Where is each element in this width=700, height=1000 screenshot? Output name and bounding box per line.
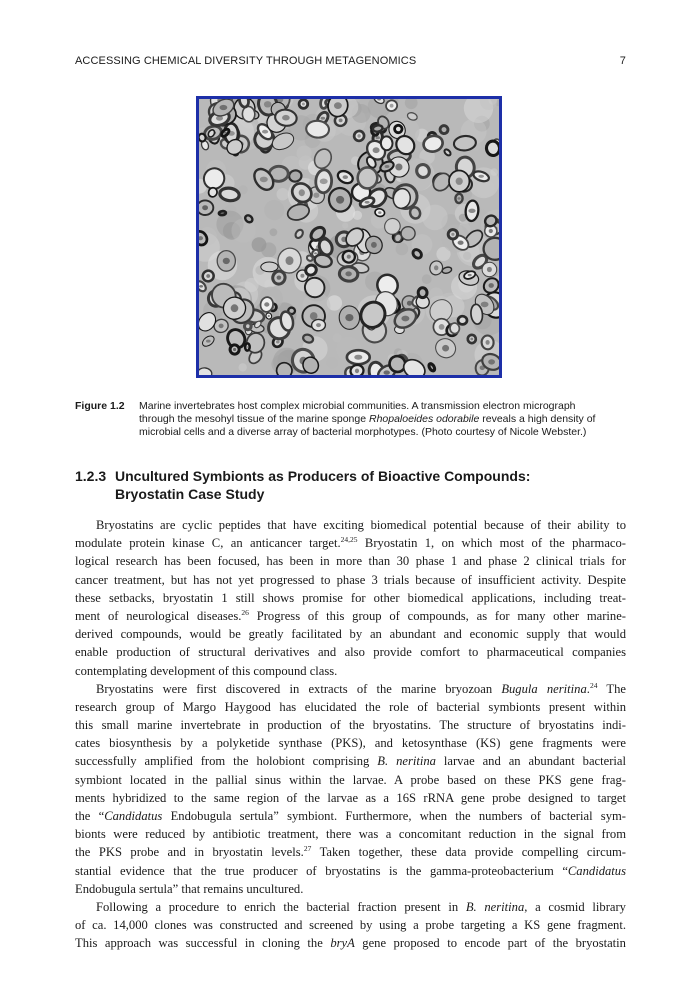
paragraph-line: stantial evidence that the true producer of bryostatins is the gamma-proteobacterium “Candidatus	[75, 863, 626, 878]
caption-line: microbial cells and a diverse array of bacterial morphotypes. (Photo courtesy of Nicole Webster.)	[139, 426, 587, 438]
paragraph-line: Bryostatins were first discovered in extracts of the marine bryozoan Bugula neritina.$^{24}$ The	[96, 680, 626, 696]
paragraph-line: this small marine invertebrate in production of the bryostatins. The structure of bryostatins indi-	[75, 718, 626, 733]
running-head-title: ACCESSING CHEMICAL DIVERSITY THROUGH METAGENOMICS	[75, 55, 417, 67]
paragraph-line: symbiont located in the pallial sinus within the larvae. A probe based on these PKS gene frag-	[75, 772, 626, 787]
paragraph-line: ments hybridized to the same region of the larvae as a 16S rRNA gene probe designed to target	[75, 790, 626, 805]
paragraph-line: the PKS probe and in bryostatin levels.$^{27}$ Taken together, these data provide compelling circum-	[75, 844, 626, 860]
paragraph	[75, 516, 626, 680]
paragraph-line: ment of neurological diseases.$^{26}$ Progress of this group of compounds, as for many other marine-	[75, 607, 626, 623]
paragraph-line: derived compounds, would be greatly facilitated by an abundant and economic supply that would	[75, 627, 626, 642]
paragraph-line: cancer treatment, but has not yet progressed to phase 3 trials because of insufficient activity. Despite	[75, 572, 626, 587]
paragraph-line: these setbacks, bryostatin 1 still shows promise for other biomedical applications, including treat-	[75, 590, 626, 605]
section-title-line2: Bryostatin Case Study	[115, 486, 265, 502]
paragraph-line: the “Candidatus Endobugula sertula” symbiont. Furthermore, when the numbers of bacterial sym-	[75, 809, 626, 824]
figure-label: Figure 1.2	[75, 400, 125, 412]
micrograph-image	[199, 99, 499, 375]
paragraph-line: successfully amplified from the holobiont comprising B. neritina larvae and an abundant bacterial	[75, 754, 626, 769]
section-number: 1.2.3	[75, 468, 107, 484]
paragraph-line: Following a procedure to enrich the bacterial fraction present in B. neritina, a cosmid library	[96, 899, 626, 914]
paragraph	[75, 680, 626, 898]
page-number: 7	[619, 55, 626, 67]
figure-caption	[75, 400, 627, 439]
paragraph-line: Bryostatins are cyclic peptides that have exciting biomedical potential because of their ability to	[96, 518, 626, 532]
paragraph	[75, 898, 626, 953]
paragraph-line: enable production of structural derivatives and also provide comfort to pharmaceutical companies	[75, 645, 626, 660]
figure-caption-text	[139, 400, 627, 439]
caption-line: through the mesohyl tissue of the marine sponge Rhopaloeides odorabile reveals a high density of	[139, 413, 596, 425]
paragraph-line: This approach was successful in cloning the bryA gene proposed to encode part of the bryostatin	[75, 936, 626, 951]
paragraph-line: logical research has been focused, has been in more than 30 phase 1 and phase 2 clinical trials for	[75, 554, 626, 569]
paragraph-line: research group of Margo Haygood has elucidated the role of bacterial symbionts present within	[75, 699, 626, 714]
paragraph-line: cates biosynthesis by a polyketide synthase (PKS), and ketosynthase (KS) gene fragments were	[75, 736, 626, 751]
section-title-line1: Uncultured Symbionts as Producers of Bioactive Compounds:	[115, 468, 531, 484]
paragraph-line: Endobugula sertula” that remains uncultured.	[75, 881, 304, 896]
micrograph-figure	[196, 96, 502, 378]
paragraph-line: of ca. 14,000 clones was constructed and screened by using a probe targeting a KS gene fragment.	[75, 918, 626, 933]
caption-line: Marine invertebrates host complex microbial communities. A transmission electron micrograph	[139, 400, 576, 412]
section-heading	[75, 467, 627, 503]
running-head	[75, 55, 626, 67]
paragraph-line: bionts were reduced by antibiotic treatment, there was a concomitant reduction in the signal from	[75, 827, 626, 842]
body-text	[75, 516, 626, 953]
paragraph-line: modulate protein kinase C, an anticancer target.$^{24,25}$ Bryostatin 1, on which most of the pharmaco-	[75, 535, 626, 551]
paragraph-line: contemplating development of this compound class.	[75, 663, 338, 678]
